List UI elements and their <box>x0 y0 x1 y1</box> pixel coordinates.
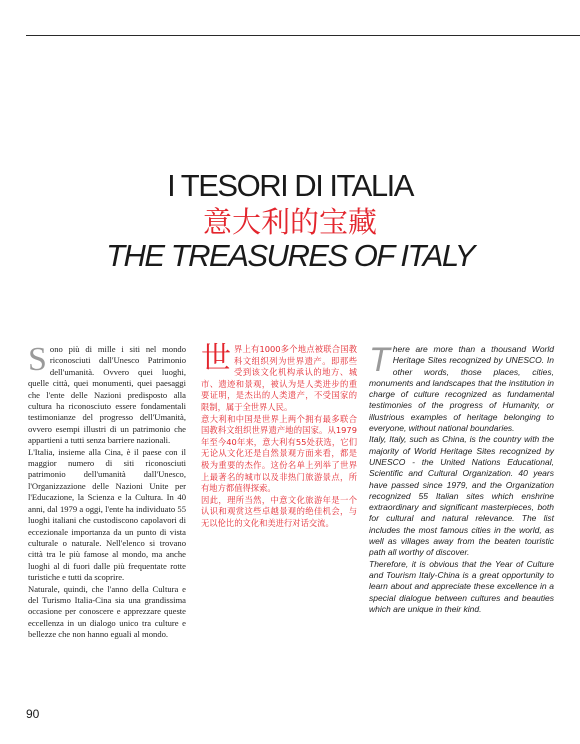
english-p1-text: here are more than a thousand World Heritage Sites recognized by UNESCO. In other words, those places, cities, monuments and landscapes that the institution in charge of culture recognized as fundamental testimonies of the progress of Humanity, or illustrious examples of heritage belonging to everyone, without national boundaries. <box>369 344 554 434</box>
italian-column <box>28 341 186 641</box>
italian-paragraph-2: L'Italia, insieme alla Cina, è il paese con il maggior numero di siti riconosciuti patrimonio dell'umanità dall'Unesco, l'Organizzazione delle Nazioni Unite per l'Educazione, la Scienza e la Cultura. In 40 anni, dal 1979 a oggi, l'ente ha individuato 55 luoghi italiani che custodiscono capolavori di eccezionale importanza da un punto di vista culturale o naturale. Nell'elenco si trovano città tra le più famose al mondo, ma anche luoghi al di fuori dalle più frequentate rotte turistiche e tutti da scoprire. <box>28 446 186 583</box>
english-paragraph-2: Italy, Italy, such as China, is the country with the majority of World Heritage Sites recognized by UNESCO - the United Nations Educational, Scientific and Cultural Organization. 40 years have passed since 1979, and the Organization recognized 55 Italian sites which enshrine extraordinary and significant masterpieces, both for cultural and natural relevance. The list includes the most famous cities in the world, as well as villages away from the beaten touristic path all worthy of discover. <box>369 434 554 558</box>
italian-dropcap: S <box>28 341 47 378</box>
chinese-dropcap: 世 <box>201 341 231 376</box>
english-column <box>369 341 554 615</box>
chinese-column <box>201 341 357 530</box>
italian-paragraph-3: Naturale, quindi, che l'anno della Cultura e del Turismo Italia-Cina sia una grandissima occasione per conoscere e apprezzare queste eccellenza in un dialogo unico tra culture e bellezze che non hanno eguali al mondo. <box>28 583 186 640</box>
english-paragraph-1 <box>369 341 554 434</box>
english-dropcap: T <box>369 341 390 379</box>
top-rule <box>26 35 580 36</box>
chinese-paragraph-1 <box>201 341 357 414</box>
chinese-p1-text: 界上有1000多个地点被联合国教科文组织列为世界遗产。即那些受到该文化机构承认的地方、城市、遗迹和景观，被认为是人类进步的重要证明，是杰出的人类遗产，不受国家的限制，属于全世界人民。 <box>201 344 357 412</box>
italian-paragraph-1 <box>28 341 186 447</box>
italian-p1-text: ono più di mille i siti nel mondo riconosciuti dall'Unesco Patrimonio dell'umanità. Ovvero quei luoghi, quelle città, quei monumenti, quei paesaggi che l'ente delle Nazioni predisposto alla cultura ha riconosciuto essere fondamentali testimonianze del progresso dell'Umanità, ovvero esempi illustri di un patrimonio che appartieni a tutti senza barriere nazionali. <box>28 344 186 446</box>
title-chinese: 意大利的宝藏 <box>202 205 377 239</box>
english-paragraph-3: Therefore, it is obvious that the Year of Culture and Tourism Italy-China is a great opportunity to learn about and appreciate these excellence in a special dialogue between cultures and beauties which are unique in their kind. <box>369 558 554 614</box>
chinese-paragraph-3: 因此，理所当然，中意文化旅游年是一个认识和观赏这些卓越景观的绝佳机会，与无以伦比的文化和美进行对话交流。 <box>201 494 357 528</box>
page-number: 90 <box>26 707 40 721</box>
chinese-paragraph-2: 意大利和中国是世界上两个拥有最多联合国教科文组织世界遗产地的国家。从1979年至今40年来，意大利有55处获选，它们无论从文化还是自然景观方面来看，都是极为重要的杰作。这份名单上列举了世界上最著名的城市以及非热门旅游景点，所有地方都值得探索。 <box>201 413 357 494</box>
title-english: THE TREASURES OF ITALY <box>106 238 474 273</box>
title-italian: I TESORI DI ITALIA <box>167 168 413 203</box>
